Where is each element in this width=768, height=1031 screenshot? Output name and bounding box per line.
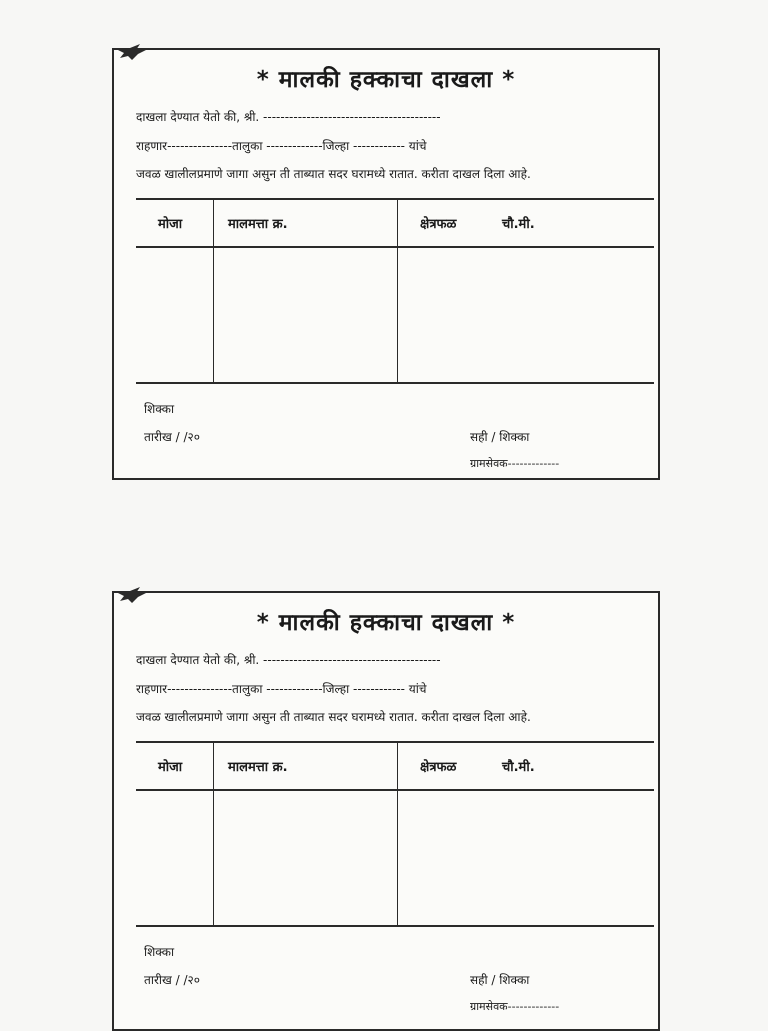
- gramsevak-label: ग्रामसेवक-------------: [470, 457, 560, 470]
- residence-line: राहणार---------------तालुका -------------जिल्हा ------------ यांचे: [136, 682, 427, 696]
- possession-line: जवळ खालीलप्रमाणे जागा असुन ती ताब्यात सदर घरामध्ये रातात. करीता दाखल दिला आहे.: [136, 710, 531, 724]
- table-column-divider: [397, 200, 398, 382]
- header-area: क्षेत्रफळ: [420, 217, 457, 232]
- certificate-title: * मालकी हक्काचा दाखला *: [256, 67, 516, 93]
- header-area: क्षेत्रफळ: [420, 760, 457, 775]
- certify-line-name: दाखला देण्यात येतो की, श्री. -----------------------------------------: [136, 110, 441, 124]
- header-unit: चौ.मी.: [502, 217, 535, 232]
- header-property-no: मालमत्ता क्र.: [228, 760, 288, 775]
- certificate-title: * मालकी हक्काचा दाखला *: [256, 610, 516, 636]
- header-property-no: मालमत्ता क्र.: [228, 217, 288, 232]
- residence-line: राहणार---------------तालुका -------------जिल्हा ------------ यांचे: [136, 139, 427, 153]
- date-label: तारीख / /२०: [144, 973, 200, 987]
- signature-label: सही / शिक्का: [470, 973, 530, 987]
- gramsevak-label: ग्रामसेवक-------------: [470, 1000, 560, 1013]
- signature-label: सही / शिक्का: [470, 430, 530, 444]
- table-column-divider: [213, 200, 214, 382]
- header-mauja: मोजा: [158, 760, 183, 775]
- certify-line-name: दाखला देण्यात येतो की, श्री. -----------------------------------------: [136, 653, 441, 667]
- table-column-divider: [213, 743, 214, 925]
- table-column-divider: [397, 743, 398, 925]
- seal-label: शिक्का: [144, 945, 175, 959]
- certificate-form-2: [112, 591, 660, 1031]
- certificate-form-1: [112, 48, 660, 480]
- property-table: [136, 198, 654, 384]
- possession-line: जवळ खालीलप्रमाणे जागा असुन ती ताब्यात सदर घरामध्ये रातात. करीता दाखल दिला आहे.: [136, 167, 531, 181]
- header-mauja: मोजा: [158, 217, 183, 232]
- property-table: [136, 741, 654, 927]
- date-label: तारीख / /२०: [144, 430, 200, 444]
- header-unit: चौ.मी.: [502, 760, 535, 775]
- seal-label: शिक्का: [144, 402, 175, 416]
